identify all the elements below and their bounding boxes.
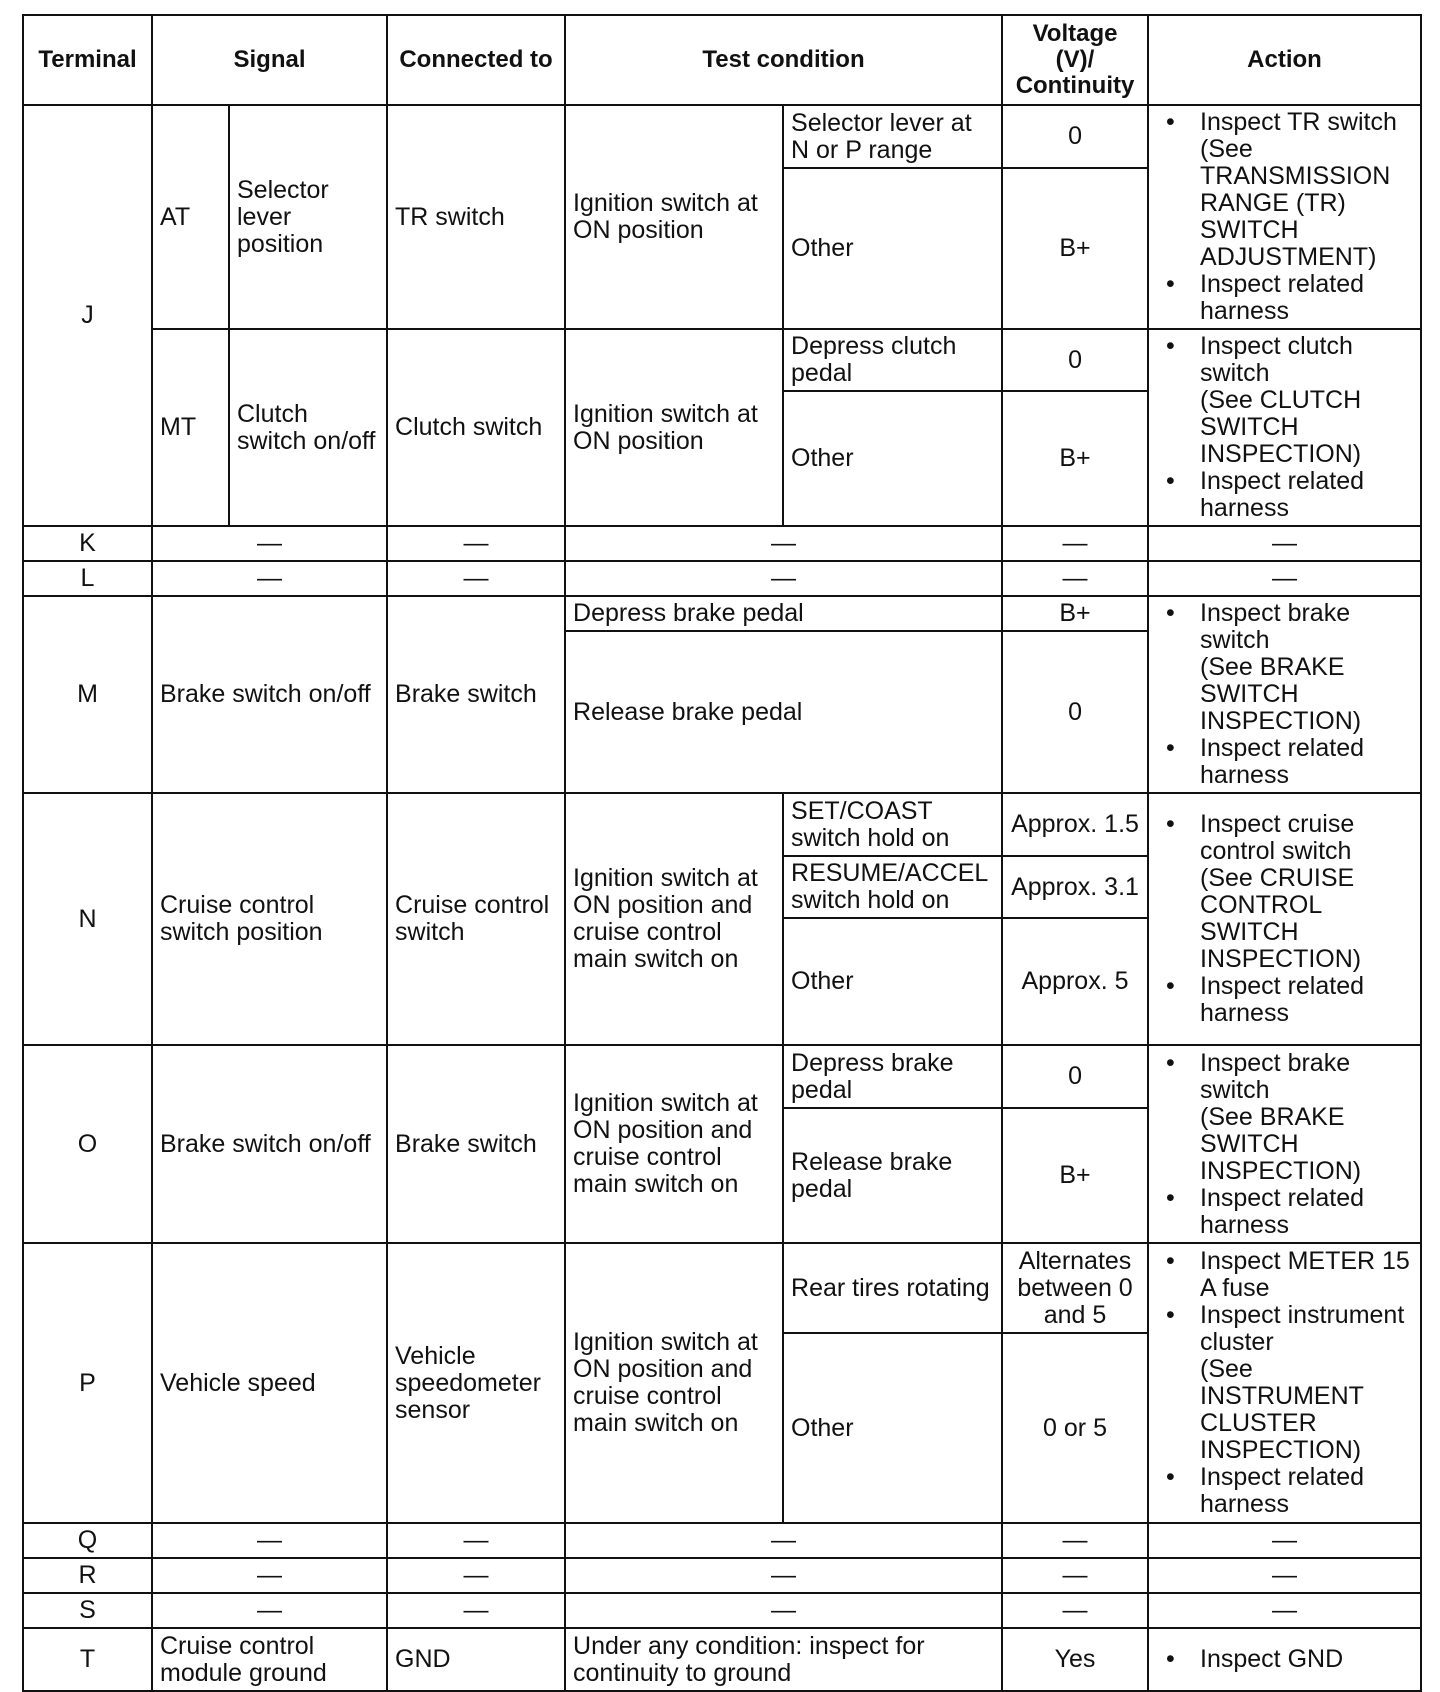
connected-to-cell: Vehicle speedometer sensor [387,1243,565,1523]
action-cell [1148,596,1421,793]
empty-dash: — [1002,1593,1148,1628]
voltage-cell: B+ [1002,168,1148,329]
voltage-cell: 0 [1002,1045,1148,1108]
terminal-inspection-table [22,14,1422,1692]
action-ref: (See CLUTCH SWITCH INSPECTION) [1200,386,1362,468]
action-item: • Inspect related harness [1200,271,1413,325]
header-row [23,15,1421,105]
empty-dash: — [387,1523,565,1558]
sub-condition-cell: Other [783,391,1002,526]
terminal-cell: J [23,105,152,526]
table-row [23,1628,1421,1691]
condition-cell: Depress brake pedal [565,596,1002,631]
terminal-cell: R [23,1558,152,1593]
terminal-cell: N [23,793,152,1045]
voltage-cell: Approx. 5 [1002,918,1148,1045]
action-item: • Inspect clutch switch [1200,333,1413,387]
table-row [23,561,1421,596]
voltage-cell: 0 [1002,105,1148,168]
terminal-cell: Q [23,1523,152,1558]
sub-condition-cell: Selector lever at N or P range [783,105,1002,168]
empty-dash: — [152,1558,387,1593]
sub-condition-cell: Other [783,168,1002,329]
voltage-cell: B+ [1002,1108,1148,1243]
action-cell [1148,105,1421,329]
signal-cell: Clutch switch on/off [229,329,387,526]
action-ref: (See INSTRUMENT CLUSTER INSPECTION) [1200,1355,1364,1464]
empty-dash: — [152,1593,387,1628]
empty-dash: — [565,1558,1002,1593]
header-terminal: Terminal [23,15,152,105]
voltage-cell: 0 [1002,329,1148,391]
empty-dash: — [565,561,1002,596]
empty-dash: — [1148,526,1421,561]
condition-cell: Under any condition: inspect for continuity to ground [565,1628,1002,1691]
signal-type: MT [152,329,229,526]
header-voltage: Voltage (V)/ Continuity [1002,15,1148,105]
table-row [23,105,1421,168]
action-item: • Inspect cruise control switch [1200,811,1413,865]
empty-dash: — [565,1523,1002,1558]
connected-to-cell: Brake switch [387,1045,565,1243]
sub-condition-cell: RESUME/ACCEL switch hold on [783,856,1002,918]
sub-condition-cell: SET/COAST switch hold on [783,793,1002,856]
empty-dash: — [1148,1593,1421,1628]
terminal-cell: T [23,1628,152,1691]
signal-cell: Cruise control switch position [152,793,387,1045]
header-action: Action [1148,15,1421,105]
signal-type: AT [152,105,229,329]
condition-cell: Release brake pedal [565,631,1002,793]
signal-cell: Cruise control module ground [152,1628,387,1691]
empty-dash: — [387,1593,565,1628]
action-item: • Inspect related harness [1200,1464,1413,1518]
empty-dash: — [1002,1523,1148,1558]
condition-cell: Ignition switch at ON position and cruise control main switch on [565,1243,783,1523]
sub-condition-cell: Depress brake pedal [783,1045,1002,1108]
empty-dash: — [387,561,565,596]
connected-to-cell: Clutch switch [387,329,565,526]
sub-condition-cell: Other [783,918,1002,1045]
table-row [23,793,1421,856]
table-row [23,1243,1421,1333]
connected-to-cell: GND [387,1628,565,1691]
action-cell [1148,1045,1421,1243]
connected-to-cell: Brake switch [387,596,565,793]
terminal-cell: O [23,1045,152,1243]
voltage-cell: Approx. 3.1 [1002,856,1148,918]
action-item: • Inspect related harness [1200,735,1413,789]
action-item: • Inspect related harness [1200,468,1413,522]
table-row [23,329,1421,391]
action-cell [1148,329,1421,526]
terminal-cell: S [23,1593,152,1628]
empty-dash: — [1002,1558,1148,1593]
voltage-cell: 0 or 5 [1002,1333,1148,1523]
header-connected-to: Connected to [387,15,565,105]
header-test-condition: Test condition [565,15,1002,105]
sub-condition-cell: Rear tires rotating [783,1243,1002,1333]
action-cell [1148,1628,1421,1691]
voltage-cell: Yes [1002,1628,1148,1691]
voltage-cell: B+ [1002,596,1148,631]
action-item: • Inspect instrument cluster [1200,1302,1413,1356]
action-item: • Inspect METER 15 A fuse [1200,1248,1413,1302]
signal-cell: Vehicle speed [152,1243,387,1523]
action-item: • Inspect related harness [1200,1185,1413,1239]
signal-cell: Selector lever position [229,105,387,329]
table-row [23,1045,1421,1108]
header-signal: Signal [152,15,387,105]
table-row [23,1523,1421,1558]
condition-cell: Ignition switch at ON position and cruise control main switch on [565,793,783,1045]
action-cell [1148,1243,1421,1523]
table-row [23,1558,1421,1593]
sub-condition-cell: Depress clutch pedal [783,329,1002,391]
action-ref: (See BRAKE SWITCH INSPECTION) [1200,653,1362,735]
empty-dash: — [565,1593,1002,1628]
table-row [23,596,1421,631]
condition-cell: Ignition switch at ON position [565,329,783,526]
voltage-cell: Alternates between 0 and 5 [1002,1243,1148,1333]
condition-cell: Ignition switch at ON position and cruise control main switch on [565,1045,783,1243]
voltage-cell: B+ [1002,391,1148,526]
empty-dash: — [152,561,387,596]
empty-dash: — [1148,1523,1421,1558]
condition-cell: Ignition switch at ON position [565,105,783,329]
voltage-cell: Approx. 1.5 [1002,793,1148,856]
action-item: • Inspect brake switch [1200,600,1413,654]
signal-cell: Brake switch on/off [152,596,387,793]
terminal-cell: K [23,526,152,561]
connected-to-cell: TR switch [387,105,565,329]
voltage-cell: 0 [1002,631,1148,793]
action-ref: (See BRAKE SWITCH INSPECTION) [1200,1102,1362,1185]
empty-dash: — [1002,526,1148,561]
empty-dash: — [1002,561,1148,596]
empty-dash: — [152,526,387,561]
empty-dash: — [565,526,1002,561]
action-item: • Inspect related harness [1200,973,1413,1027]
table-row [23,1593,1421,1628]
terminal-cell: M [23,596,152,793]
sub-condition-cell: Other [783,1333,1002,1523]
sub-condition-cell: Release brake pedal [783,1108,1002,1243]
empty-dash: — [152,1523,387,1558]
table-row [23,526,1421,561]
connected-to-cell: Cruise control switch [387,793,565,1045]
empty-dash: — [1148,561,1421,596]
action-item: • Inspect brake switch [1200,1050,1413,1104]
terminal-cell: P [23,1243,152,1523]
empty-dash: — [387,526,565,561]
empty-dash: — [1148,1558,1421,1593]
action-item: • Inspect GND [1200,1646,1413,1673]
action-ref: (See CRUISE CONTROL SWITCH INSPECTION) [1200,864,1362,973]
signal-cell: Brake switch on/off [152,1045,387,1243]
terminal-cell: L [23,561,152,596]
empty-dash: — [387,1558,565,1593]
action-cell [1148,793,1421,1045]
action-ref: (See TRANSMISSION RANGE (TR) SWITCH ADJUSTMENT) [1200,135,1391,271]
action-item: • Inspect TR switch [1200,109,1413,136]
